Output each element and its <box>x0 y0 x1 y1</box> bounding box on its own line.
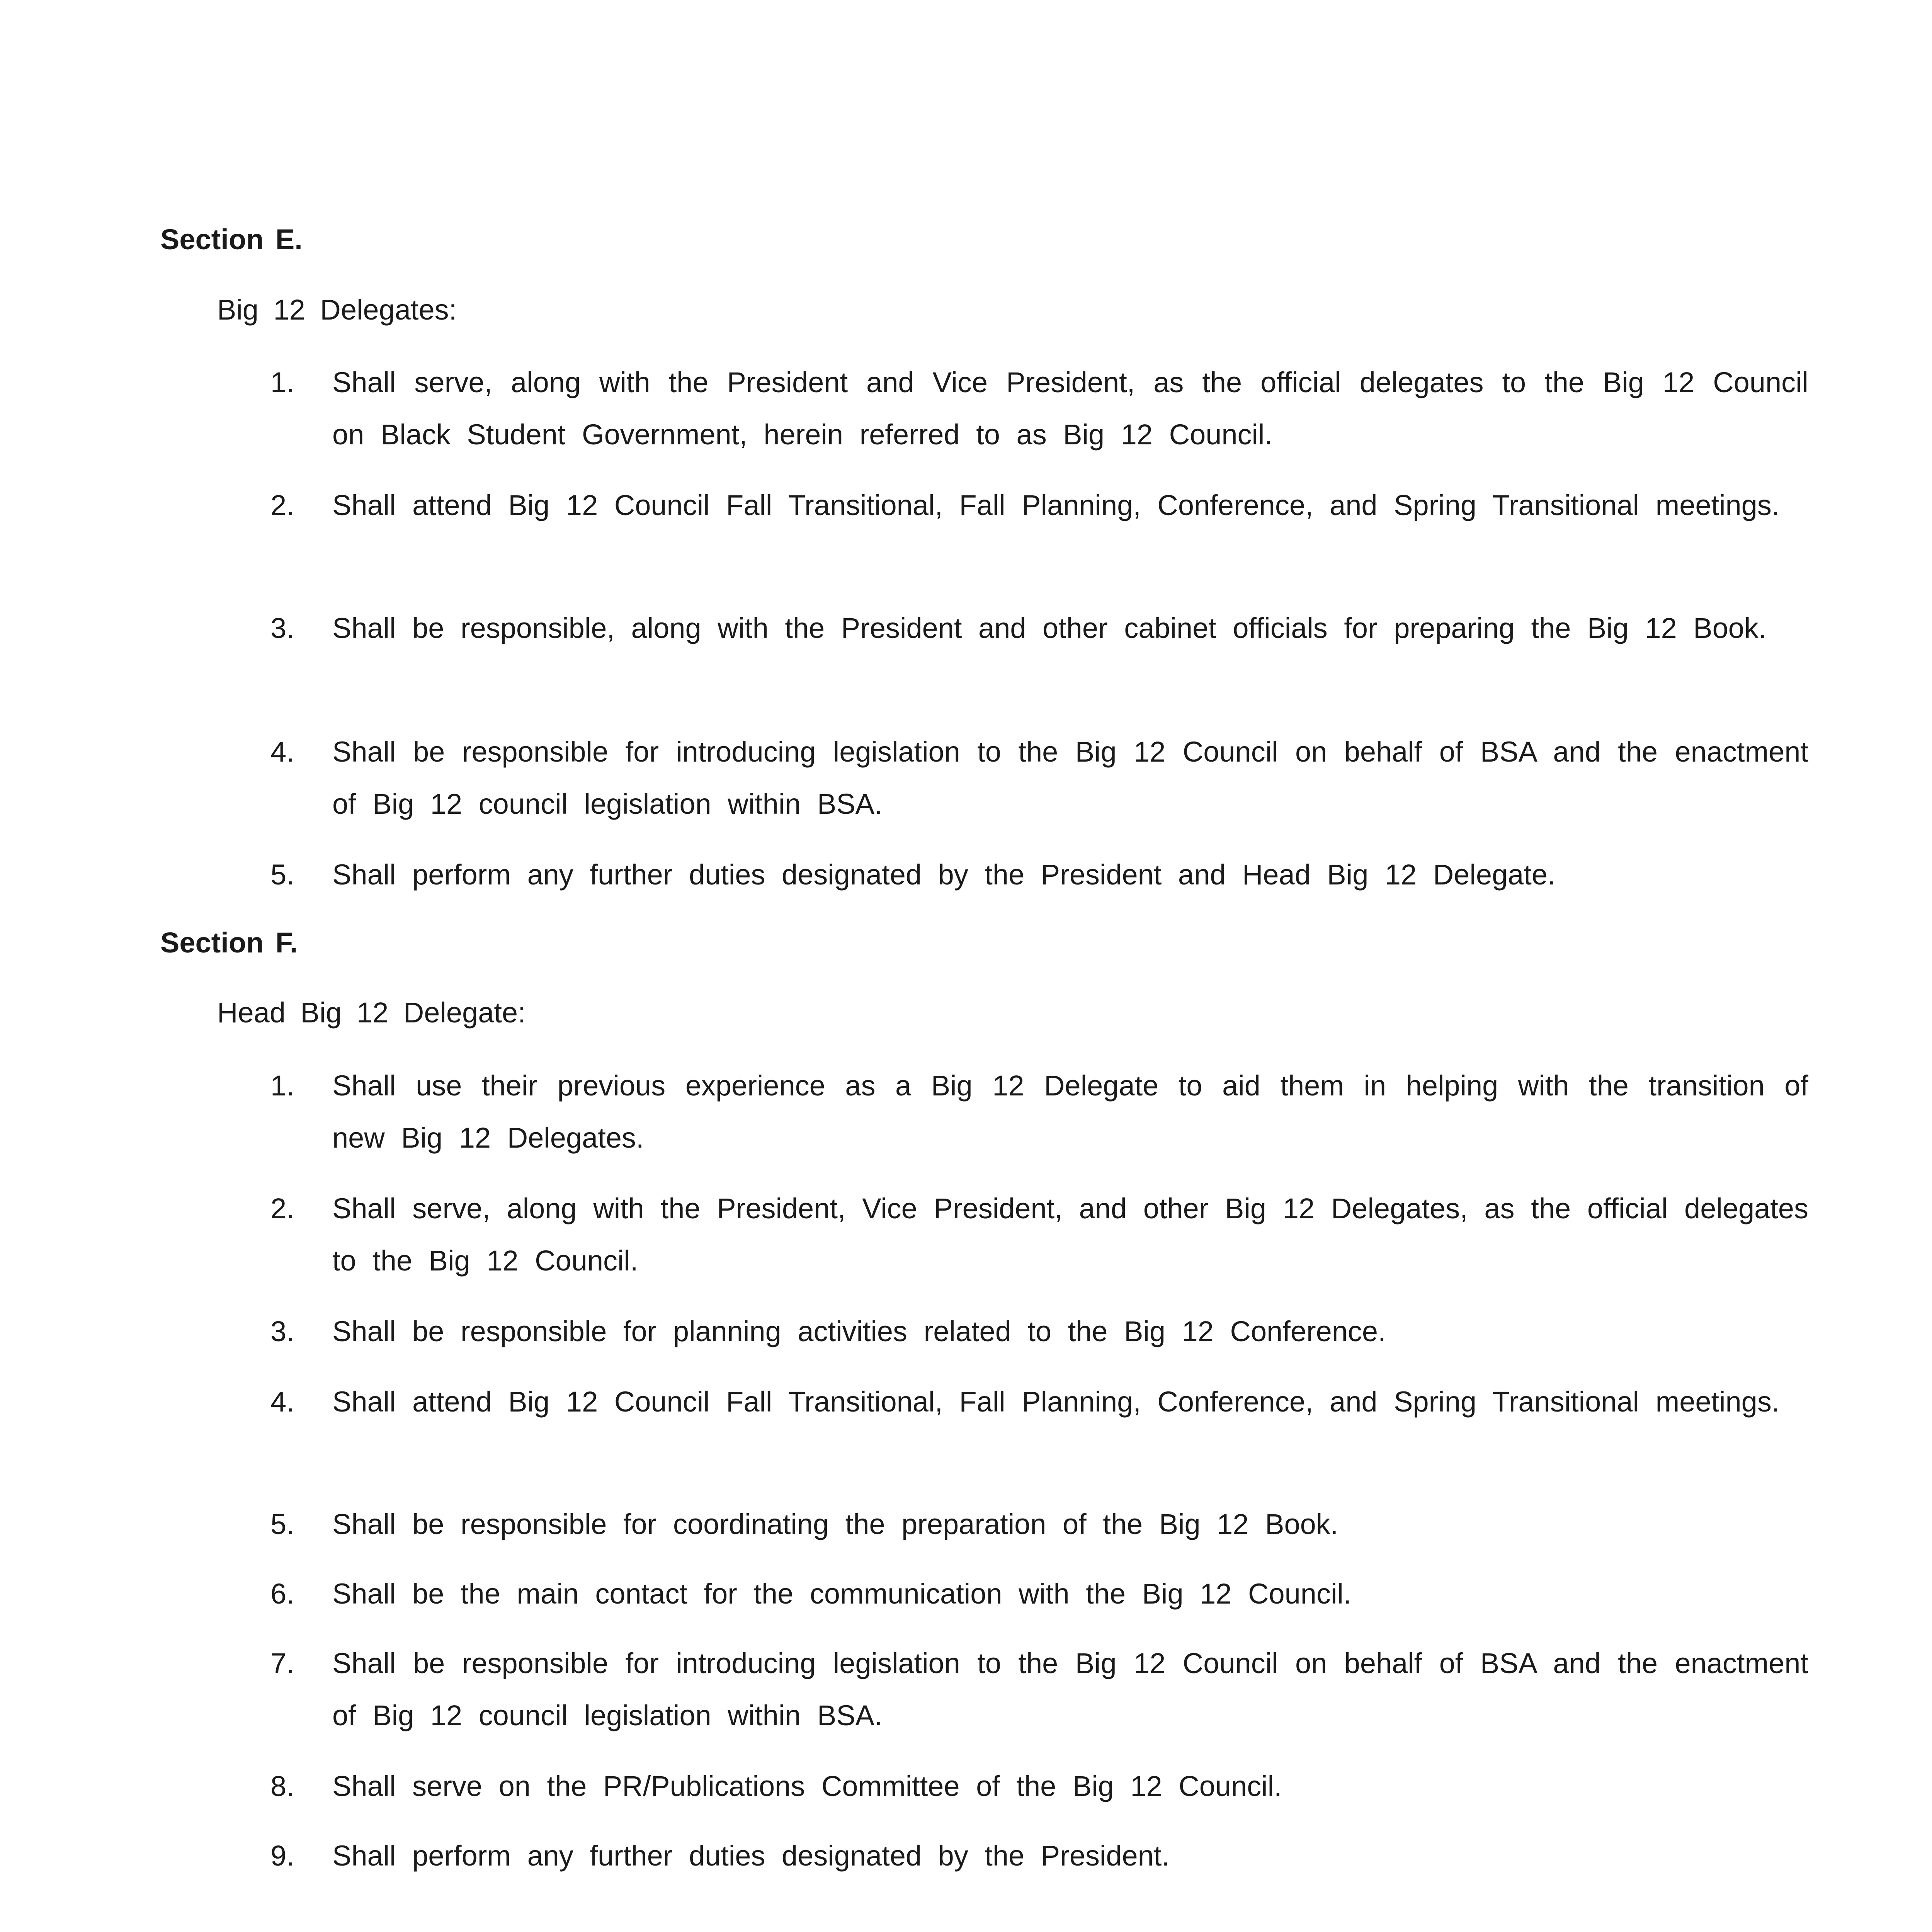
list-item <box>270 1498 1808 1550</box>
list-item-text: Shall attend Big 12 Council Fall Transitional, Fall Planning, Conference, and Spring Transitional meetings. <box>332 1386 1780 1418</box>
list-item-number: 2. <box>270 1192 294 1225</box>
section-e-heading: Section E. <box>160 223 303 255</box>
list-item-number: 3. <box>270 612 294 644</box>
list-item-text: Shall be responsible, along with the President and other cabinet officials for preparing the Big 12 Book. <box>332 612 1767 644</box>
section-e-title: Big 12 Delegates: <box>217 294 457 326</box>
list-item-number: 8. <box>270 1770 294 1802</box>
list-item <box>270 1637 1808 1742</box>
list-item <box>270 1376 1808 1428</box>
list-item <box>270 1760 1808 1812</box>
list-item <box>270 726 1808 830</box>
list-item-number: 5. <box>270 859 294 891</box>
list-item <box>270 479 1808 531</box>
list-item-number: 1. <box>270 366 294 398</box>
section-f-heading: Section F. <box>160 927 298 959</box>
list-item-text: Shall be the main contact for the communication with the Big 12 Council. <box>332 1578 1352 1610</box>
list-item-text: Shall perform any further duties designated by the President and Head Big 12 Delegate. <box>332 859 1556 891</box>
section-f-title: Head Big 12 Delegate: <box>217 997 526 1029</box>
list-item-number: 3. <box>270 1315 294 1347</box>
list-item <box>270 1060 1808 1164</box>
list-item <box>270 1568 1808 1620</box>
list-item-text: Shall perform any further duties designated by the President. <box>332 1840 1170 1872</box>
list-item <box>270 1305 1808 1357</box>
list-item <box>270 1830 1808 1882</box>
list-item-number: 6. <box>270 1578 294 1610</box>
list-item-number: 4. <box>270 1386 294 1418</box>
list-item <box>270 356 1808 461</box>
list-item-number: 4. <box>270 736 294 768</box>
list-item-text: Shall be responsible for introducing legislation to the Big 12 Council on behalf of BSA and the enactment of Big 12 council legislation within BSA. <box>332 1647 1808 1731</box>
list-item-number: 5. <box>270 1508 294 1540</box>
list-item-text: Shall serve, along with the President and Vice President, as the official delegates to the Big 12 Council on Black Student Government, herein referred to as Big 12 Council. <box>332 366 1808 451</box>
list-item-text: Shall attend Big 12 Council Fall Transitional, Fall Planning, Conference, and Spring Transitional meetings. <box>332 489 1780 521</box>
list-item <box>270 1182 1808 1287</box>
list-item-text: Shall serve on the PR/Publications Committee of the Big 12 Council. <box>332 1770 1282 1802</box>
list-item-text: Shall be responsible for introducing legislation to the Big 12 Council on behalf of BSA and the enactment of Big 12 council legislation within BSA. <box>332 736 1808 820</box>
list-item-number: 9. <box>270 1840 294 1872</box>
list-item-text: Shall be responsible for coordinating the preparation of the Big 12 Book. <box>332 1508 1338 1540</box>
list-item-text: Shall use their previous experience as a Big 12 Delegate to aid them in helping with the transition of new Big 12 Delegates. <box>332 1070 1808 1154</box>
list-item <box>270 602 1808 654</box>
list-item-number: 2. <box>270 489 294 521</box>
list-item-number: 7. <box>270 1647 294 1679</box>
list-item-text: Shall serve, along with the President, Vice President, and other Big 12 Delegates, as the official delegates to the Big 12 Council. <box>332 1192 1808 1277</box>
list-item-number: 1. <box>270 1070 294 1102</box>
list-item-text: Shall be responsible for planning activities related to the Big 12 Conference. <box>332 1315 1386 1347</box>
list-item <box>270 849 1808 901</box>
